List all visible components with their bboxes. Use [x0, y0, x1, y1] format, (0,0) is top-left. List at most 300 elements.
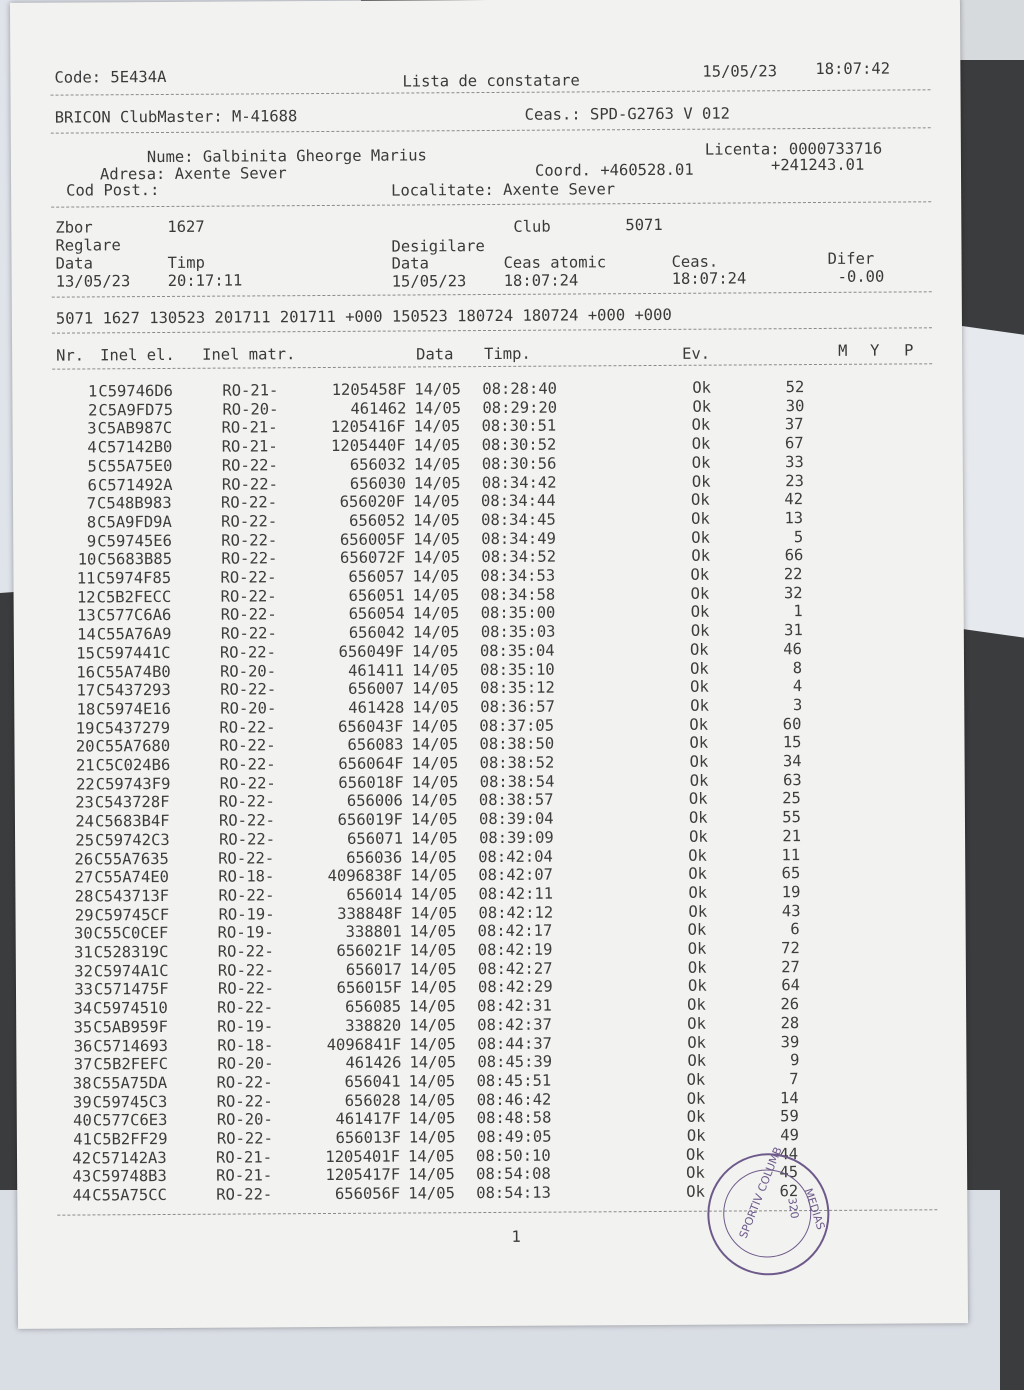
code-line: 5071 1627 130523 201711 201711 +000 150523 180724 180724 +000 +000 — [55, 305, 672, 328]
row-date: 14/05 — [413, 454, 461, 474]
row-number: 17 — [76, 681, 96, 700]
row-inel-prefix: RO-22- — [221, 456, 278, 475]
row-inel-prefix: RO-22- — [221, 512, 278, 531]
row-time: 08:38:54 — [479, 772, 555, 791]
row-date: 14/05 — [411, 716, 459, 736]
row-inel-el: C55A74B0 — [95, 662, 171, 681]
time-label: Timp — [167, 253, 205, 272]
row-ev: Ok — [690, 677, 709, 696]
row-time: 08:45:39 — [477, 1052, 553, 1072]
stamp-number: 320 — [785, 1196, 802, 1220]
row-number: 1 — [87, 382, 98, 401]
row-inel-matr: 338848F — [337, 904, 403, 923]
row-inel-matr: 656083 — [347, 735, 404, 755]
row-inel-matr: 656057 — [348, 567, 405, 586]
row-ev: Ok — [688, 790, 708, 809]
row-inel-prefix: RO-20- — [222, 399, 279, 419]
row-ev: Ok — [691, 528, 710, 547]
row-inel-matr: 461462 — [350, 399, 407, 418]
row-inel-el: C55A75DA — [92, 1073, 168, 1093]
row-number: 14 — [77, 625, 96, 644]
row-time: 08:42:37 — [477, 1015, 552, 1034]
row-number: 40 — [73, 1111, 92, 1130]
row-inel-prefix: RO-22- — [219, 755, 276, 774]
row-time: 08:50:10 — [475, 1146, 551, 1165]
row-date: 14/05 — [412, 567, 460, 586]
row-inel-prefix: RO-22- — [216, 1185, 273, 1204]
row-ev: Ok — [691, 434, 711, 453]
row-inel-el: C59745C3 — [92, 1092, 168, 1112]
row-inel-matr: 656051 — [348, 586, 405, 605]
row-number: 21 — [75, 756, 95, 775]
row-inel-matr: 1205417F — [325, 1165, 401, 1185]
row-ev: Ok — [689, 733, 709, 753]
row-inel-el: C57142B0 — [97, 438, 173, 457]
row-score: 9 — [790, 1051, 800, 1070]
row-score: 64 — [781, 976, 801, 995]
row-score: 8 — [792, 658, 803, 677]
row-score: 33 — [785, 452, 804, 471]
row-ev: Ok — [689, 827, 708, 846]
row-inel-el: C5974E16 — [96, 699, 171, 719]
postal-code-field: Cod Post.: — [66, 181, 160, 200]
row-number: 39 — [72, 1093, 92, 1112]
row-date: 14/05 — [409, 978, 457, 997]
row-score: 11 — [781, 845, 801, 864]
row-date: 14/05 — [413, 511, 460, 530]
license-field: Licenta: 0000733716 — [704, 139, 883, 159]
row-date: 14/05 — [408, 1090, 456, 1110]
row-time: 08:54:13 — [476, 1183, 551, 1203]
row-date: 14/05 — [413, 529, 460, 549]
row-time: 08:30:51 — [481, 416, 557, 436]
row-score: 45 — [779, 1163, 799, 1182]
row-inel-matr: 656036 — [346, 848, 403, 867]
row-time: 08:42:07 — [478, 865, 554, 885]
row-inel-matr: 461426 — [345, 1053, 402, 1073]
row-score: 22 — [783, 565, 803, 584]
row-inel-prefix: RO-18- — [217, 1035, 274, 1055]
row-time: 08:42:29 — [477, 978, 553, 997]
row-score: 1 — [793, 602, 803, 621]
row-score: 4 — [792, 677, 803, 696]
row-inel-matr: 656020F — [339, 492, 406, 512]
divider — [51, 127, 931, 133]
row-time: 08:38:57 — [478, 790, 554, 810]
row-inel-prefix: RO-20- — [220, 699, 277, 718]
row-inel-el: C59745E6 — [97, 531, 172, 550]
row-time: 08:37:05 — [479, 716, 555, 735]
row-inel-matr: 4096838F — [327, 866, 403, 886]
row-ev: Ok — [690, 584, 710, 603]
row-ev: Ok — [687, 958, 707, 977]
row-inel-prefix: RO-22- — [218, 886, 275, 905]
row-inel-prefix: RO-22- — [221, 474, 278, 494]
row-number: 9 — [86, 531, 97, 551]
row-date: 14/05 — [408, 1128, 456, 1147]
row-time: 08:44:37 — [477, 1034, 553, 1053]
atomic-clock-label: Ceas atomic — [503, 253, 607, 272]
row-number: 33 — [74, 980, 94, 999]
row-number: 4 — [87, 438, 97, 457]
row-number: 13 — [76, 606, 96, 625]
row-inel-matr: 656014 — [346, 885, 403, 904]
row-time: 08:35:04 — [479, 641, 555, 660]
row-time: 08:34:49 — [481, 529, 556, 548]
row-inel-matr: 656064F — [338, 754, 404, 773]
row-time: 08:34:45 — [481, 510, 556, 529]
row-ev: Ok — [687, 1033, 707, 1052]
row-date: 14/05 — [412, 585, 460, 605]
data1-label: Data — [55, 254, 93, 273]
row-score: 19 — [781, 882, 801, 902]
row-score: 43 — [781, 901, 801, 920]
row-ev: Ok — [689, 640, 709, 659]
row-ev: Ok — [689, 771, 709, 790]
row-number: 16 — [76, 662, 96, 682]
row-date: 14/05 — [407, 1146, 455, 1166]
flight-label: Zbor — [55, 218, 93, 237]
row-inel-matr: 656021F — [336, 941, 402, 960]
row-inel-el: C55A75E0 — [97, 456, 173, 476]
row-number: 31 — [74, 943, 93, 962]
divider — [51, 201, 931, 207]
row-ev: Ok — [691, 546, 711, 566]
row-inel-prefix: RO-22- — [220, 493, 278, 512]
row-number: 36 — [73, 1036, 93, 1056]
row-inel-matr: 656018F — [338, 773, 404, 792]
row-inel-el: C571492A — [97, 475, 173, 494]
row-ev: Ok — [687, 920, 707, 940]
document-title: Lista de constatare — [402, 71, 580, 91]
row-date: 14/05 — [412, 604, 460, 623]
row-inel-el: C5A9FD9A — [97, 512, 172, 532]
row-inel-el: C59742C3 — [95, 830, 170, 850]
row-ev: Ok — [690, 621, 710, 640]
row-score: 60 — [782, 714, 802, 733]
row-score: 25 — [782, 789, 801, 808]
row-date: 14/05 — [413, 548, 461, 567]
row-ev: Ok — [689, 659, 709, 678]
row-inel-matr: 656049F — [338, 642, 404, 661]
row-inel-prefix: RO-22- — [218, 811, 276, 830]
row-score: 31 — [784, 621, 803, 640]
row-date: 14/05 — [409, 941, 457, 960]
row-time: 08:35:12 — [480, 678, 555, 698]
row-ev: Ok — [691, 416, 711, 435]
row-inel-matr: 656005F — [339, 530, 406, 549]
row-inel-el: C5974F85 — [96, 568, 172, 588]
row-inel-el: C57142A3 — [91, 1148, 167, 1168]
row-ev: Ok — [686, 1089, 706, 1108]
row-score: 34 — [782, 752, 802, 771]
row-date: 14/05 — [409, 959, 457, 979]
row-time: 08:49:05 — [476, 1127, 552, 1147]
row-inel-prefix: RO-22- — [221, 530, 278, 550]
row-inel-el: C5AB959F — [93, 1017, 168, 1037]
row-score: 39 — [780, 1032, 800, 1051]
row-ev: Ok — [689, 715, 709, 734]
col-p: P — [904, 341, 914, 360]
row-inel-el: C548B983 — [96, 494, 172, 513]
row-time: 08:39:04 — [478, 809, 554, 829]
row-inel-el: C59745CF — [94, 905, 170, 925]
row-inel-prefix: RO-22- — [221, 549, 278, 568]
desigilare-label: Desigilare — [391, 237, 485, 256]
row-time: 08:30:56 — [481, 454, 557, 473]
row-ev: Ok — [690, 696, 709, 715]
row-inel-el: C5437279 — [95, 718, 171, 737]
col-m: M — [838, 341, 848, 360]
col-data: Data — [416, 345, 454, 364]
row-date: 14/05 — [408, 1165, 455, 1184]
row-number: 32 — [74, 962, 93, 981]
row-time: 08:48:58 — [476, 1108, 552, 1128]
row-time: 08:35:10 — [479, 660, 555, 679]
row-number: 5 — [87, 457, 97, 476]
row-score: 27 — [781, 957, 800, 976]
row-date: 14/05 — [409, 1016, 456, 1035]
row-score: 72 — [781, 939, 800, 958]
row-ev: Ok — [691, 509, 710, 528]
row-inel-el: C577C6A6 — [96, 606, 172, 625]
row-ev: Ok — [689, 752, 709, 771]
col-ev: Ev. — [682, 344, 711, 363]
row-inel-prefix: RO-22- — [217, 961, 274, 980]
col-inel-matr: Inel matr. — [202, 345, 296, 364]
divider — [51, 89, 931, 95]
row-inel-prefix: RO-20- — [217, 1054, 274, 1073]
row-inel-matr: 656030 — [349, 474, 406, 493]
row-score: 42 — [784, 490, 804, 509]
row-inel-prefix: RO-21- — [216, 1166, 273, 1186]
row-time: 08:42:12 — [478, 903, 554, 922]
row-number: 34 — [73, 999, 93, 1018]
code-label: Code: 5E434A — [54, 67, 167, 87]
flight-value: 1627 — [167, 217, 205, 236]
row-inel-el: C5A9FD75 — [98, 400, 174, 420]
row-date: 14/05 — [414, 398, 462, 418]
row-ev: Ok — [687, 1051, 707, 1070]
row-ev: Ok — [691, 472, 711, 491]
row-number: 38 — [72, 1074, 92, 1093]
row-inel-prefix: RO-20- — [216, 1110, 273, 1129]
divider — [52, 291, 932, 297]
row-inel-el: C577C6E3 — [92, 1111, 168, 1130]
row-inel-el: C55A76A9 — [96, 625, 172, 644]
club-stamp — [699, 1145, 837, 1283]
row-time: 08:38:50 — [479, 734, 555, 754]
row-time: 08:28:40 — [482, 379, 558, 399]
row-inel-el: C55C0CEF — [93, 924, 169, 943]
printout-page — [10, 0, 968, 1329]
row-inel-prefix: RO-22- — [219, 643, 276, 662]
row-number: 28 — [74, 887, 94, 906]
row-inel-prefix: RO-22- — [220, 680, 277, 699]
row-number: 11 — [76, 569, 96, 588]
row-inel-matr: 656043F — [338, 717, 404, 736]
row-time: 08:54:08 — [476, 1165, 551, 1184]
row-inel-el: C5683B85 — [97, 550, 173, 569]
row-inel-prefix: RO-21- — [222, 381, 279, 400]
clock-label: Ceas.: SPD-G2763 V 012 — [524, 104, 731, 124]
row-date: 14/05 — [412, 492, 460, 511]
row-inel-el: C543728F — [94, 793, 170, 812]
club-label: Club — [513, 217, 551, 236]
coord-field: Coord. +460528.01 — [534, 160, 694, 180]
row-number: 18 — [76, 700, 96, 719]
data2-label: Data — [391, 254, 429, 273]
row-score: 6 — [790, 920, 800, 939]
row-score: 28 — [780, 1013, 800, 1033]
row-ev: Ok — [685, 1145, 705, 1164]
row-number: 26 — [74, 849, 94, 869]
row-date: 14/05 — [413, 417, 461, 436]
row-ev: Ok — [686, 1164, 705, 1183]
row-inel-el: C528319C — [93, 942, 169, 962]
row-score: 26 — [780, 995, 800, 1014]
row-time: 08:38:52 — [479, 753, 555, 773]
row-number: 19 — [75, 719, 95, 738]
row-inel-matr: 338801 — [345, 922, 402, 942]
row-inel-prefix: RO-22- — [220, 624, 277, 643]
row-number: 7 — [86, 494, 97, 513]
row-time: 08:29:20 — [482, 398, 558, 417]
row-date: 14/05 — [411, 754, 459, 773]
row-inel-el: C55A7635 — [94, 849, 169, 868]
row-inel-el: C59748B3 — [92, 1167, 167, 1186]
row-number: 24 — [75, 812, 95, 831]
row-ev: Ok — [688, 883, 708, 902]
row-score: 63 — [782, 770, 802, 789]
row-date: 14/05 — [410, 885, 458, 904]
row-number: 25 — [75, 831, 95, 850]
row-ev: Ok — [688, 846, 707, 865]
row-inel-prefix: RO-22- — [216, 1129, 273, 1148]
row-date: 14/05 — [413, 473, 461, 492]
row-inel-prefix: RO-20- — [219, 661, 277, 681]
row-score: 32 — [783, 583, 803, 602]
row-inel-prefix: RO-22- — [219, 736, 276, 755]
row-inel-el: C5AB987C — [97, 419, 173, 438]
row-time: 08:34:58 — [480, 585, 556, 604]
row-inel-prefix: RO-22- — [219, 773, 276, 793]
address-field: Adresa: Axente Sever — [99, 164, 287, 184]
row-ev: Ok — [686, 1126, 706, 1145]
row-score: 13 — [784, 508, 804, 528]
row-date: 14/05 — [410, 866, 458, 885]
row-inel-matr: 656013F — [335, 1128, 401, 1147]
row-ev: Ok — [692, 378, 712, 397]
row-inel-el: C5B2FEFC — [93, 1055, 169, 1074]
row-number: 23 — [75, 793, 94, 812]
row-inel-matr: 656028 — [344, 1091, 401, 1110]
row-score: 5 — [793, 527, 804, 546]
row-date: 14/05 — [411, 828, 458, 848]
row-date: 14/05 — [408, 1109, 456, 1128]
row-time: 08:34:44 — [480, 491, 556, 511]
row-ev: Ok — [687, 939, 707, 958]
row-number: 41 — [73, 1130, 92, 1149]
row-inel-prefix: RO-22- — [220, 605, 277, 625]
row-number: 27 — [74, 868, 94, 887]
row-ev: Ok — [692, 397, 712, 416]
page-number: 1 — [511, 1227, 521, 1246]
row-ev: Ok — [690, 603, 710, 622]
row-inel-prefix: RO-18- — [218, 867, 275, 886]
row-inel-prefix: RO-19- — [217, 923, 274, 942]
row-inel-prefix: RO-22- — [220, 568, 277, 587]
row-time: 08:42:19 — [477, 940, 553, 960]
clock-col-label: Ceas. — [671, 252, 719, 271]
row-date: 14/05 — [409, 922, 457, 941]
row-ev: Ok — [686, 1107, 706, 1127]
row-date: 14/05 — [414, 380, 462, 399]
row-ev: Ok — [688, 902, 708, 921]
row-date: 14/05 — [412, 679, 459, 698]
row-date: 14/05 — [412, 698, 459, 717]
row-inel-prefix: RO-19- — [217, 1017, 274, 1036]
club-value: 5071 — [625, 215, 663, 235]
row-number: 37 — [73, 1055, 93, 1074]
row-time: 08:42:17 — [477, 921, 553, 941]
row-inel-prefix: RO-22- — [219, 830, 276, 849]
row-time: 08:35:00 — [480, 603, 556, 623]
row-number: 29 — [74, 906, 94, 925]
row-inel-matr: 656007 — [348, 679, 405, 699]
row-date: 14/05 — [410, 847, 457, 866]
stamp-text-top: SPORTIV COLUMB — [736, 1145, 785, 1241]
row-inel-matr: 1205440F — [330, 436, 406, 456]
row-time: 08:45:51 — [476, 1071, 552, 1090]
row-number: 6 — [87, 475, 97, 494]
divider — [52, 327, 932, 333]
row-inel-el: C597441C — [95, 643, 171, 663]
row-date: 14/05 — [410, 810, 458, 829]
reglare-label: Reglare — [55, 236, 121, 255]
row-number: 3 — [87, 419, 97, 438]
row-inel-el: C59743F9 — [95, 774, 171, 794]
row-inel-matr: 656017 — [345, 960, 402, 979]
row-inel-prefix: RO-19- — [218, 904, 275, 924]
row-ev: Ok — [686, 1182, 705, 1201]
row-number: 2 — [88, 401, 98, 420]
row-ev: Ok — [686, 1070, 706, 1089]
row-inel-prefix: RO-22- — [220, 586, 277, 606]
row-date: 14/05 — [412, 623, 460, 642]
row-score: 52 — [785, 378, 805, 397]
row-inel-el: C55A74E0 — [94, 868, 170, 887]
row-inel-prefix: RO-22- — [216, 1091, 273, 1111]
row-score: 55 — [782, 808, 802, 827]
row-date: 14/05 — [408, 1184, 455, 1203]
row-inel-el: C55A7680 — [95, 737, 171, 756]
row-date: 14/05 — [410, 791, 458, 810]
row-score: 59 — [780, 1107, 799, 1126]
row-inel-el: C5683B4F — [94, 812, 170, 831]
row-time: 08:34:42 — [481, 473, 557, 492]
row-score: 66 — [784, 546, 804, 565]
col-timp: Timp. — [484, 344, 531, 364]
row-inel-prefix: RO-22- — [216, 1073, 273, 1092]
row-number: 12 — [76, 588, 96, 607]
row-inel-el: C543713F — [94, 886, 170, 906]
coord2-field: +241243.01 — [770, 155, 865, 175]
row-inel-prefix: RO-22- — [218, 848, 275, 868]
row-ev: Ok — [690, 490, 710, 509]
locality-field: Localitate: Axente Sever — [391, 180, 616, 200]
data1-value: 13/05/23 — [55, 272, 131, 291]
